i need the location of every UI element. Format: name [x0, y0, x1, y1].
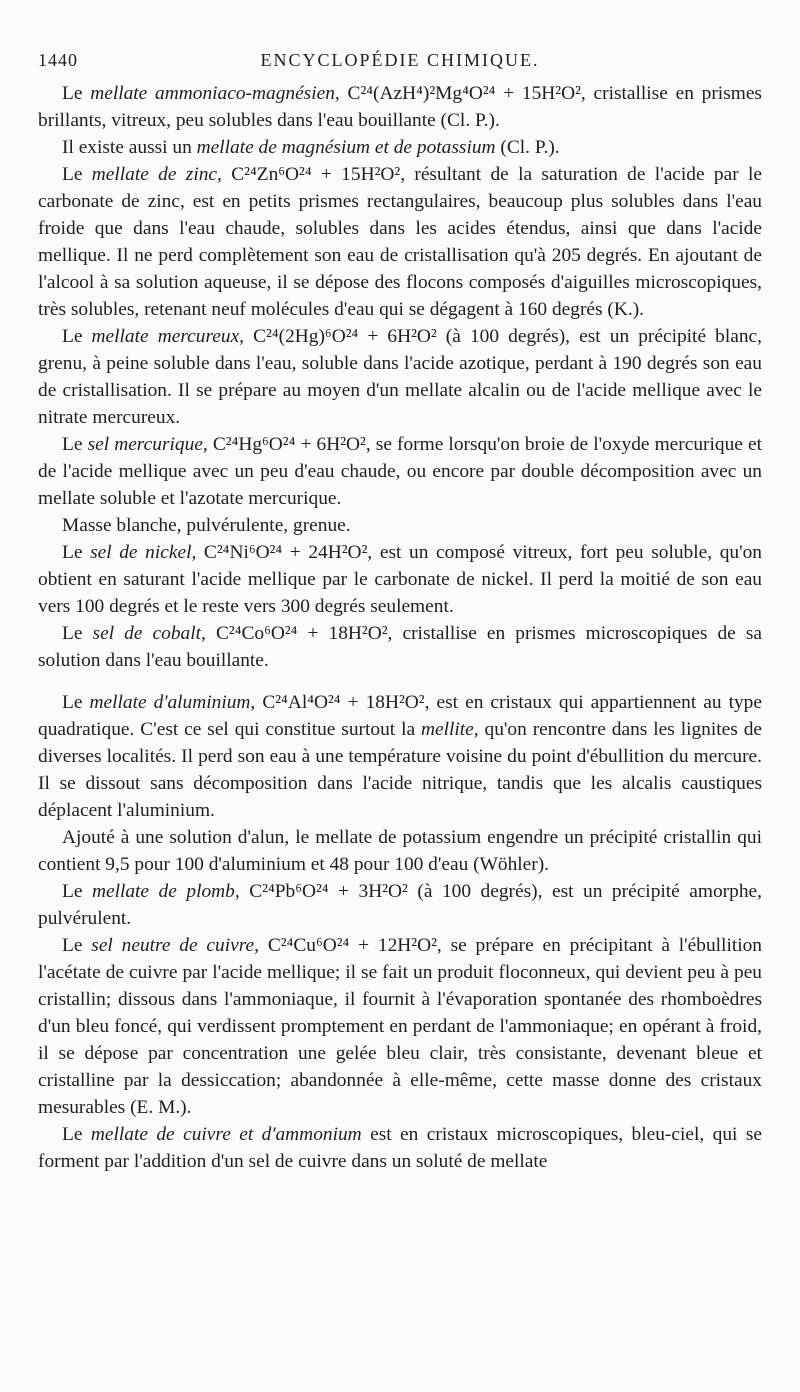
section-gap	[38, 674, 762, 689]
page-body	[38, 80, 762, 1175]
compound-name: sel de nickel,	[90, 542, 197, 563]
compound-name: sel neutre de cuivre,	[91, 935, 259, 956]
paragraph-nickel: Le sel de nickel, C²⁴Ni⁶O²⁴ + 24H²O², est un composé vitreux, fort peu soluble, qu'on obtient en saturant l'acide mellique par le carbonate de nickel. Il perd la moitié de son eau vers 100 degrés et le reste vers 300 degrés seulement.	[38, 542, 762, 617]
paragraph-magnesium-potassium: Il existe aussi un mellate de magnésium et de potassium (Cl. P.).	[62, 137, 560, 158]
mineral-name: mellite,	[420, 719, 479, 740]
compound-name: sel mercurique,	[87, 434, 208, 455]
paragraph-zinc: Le mellate de zinc, C²⁴Zn⁶O²⁴ + 15H²O², résultant de la saturation de l'acide par le carbonate de zinc, est en petits prismes rectangulaires, beaucoup plus solubles dans l'eau froide que dans l'eau chaude, solubles dans les acides étendus, ainsi que dans l'acide mellique. Il ne perd complètement son eau de cristallisation qu'à 205 degrés. En ajoutant de l'alcool à sa solution aqueuse, il se dépose des flocons composés d'aiguilles microscopiques, très solubles, retenant neuf molécules d'eau qui se dégagent à 160 degrés (K.).	[38, 164, 762, 320]
paragraph-plomb: Le mellate de plomb, C²⁴Pb⁶O²⁴ + 3H²O² (à 100 degrés), est un précipité amorphe, pulvérulent.	[38, 881, 762, 929]
compound-name: mellate mercureux,	[91, 326, 245, 347]
compound-name: mellate de plomb,	[91, 881, 240, 902]
compound-name: sel de cobalt,	[92, 623, 206, 644]
compound-name: mellate de magnésium et de potassium	[196, 137, 496, 158]
paragraph-cuivre-ammonium: Le mellate de cuivre et d'ammonium est en cristaux microscopiques, bleu-ciel, qui se forment par l'addition d'un sel de cuivre dans un soluté de mellate	[38, 1124, 762, 1172]
compound-name: mellate de cuivre et d'ammonium	[90, 1124, 362, 1145]
paragraph-mercurique: Le sel mercurique, C²⁴Hg⁶O²⁴ + 6H²O², se forme lorsqu'on broie de l'oxyde mercurique et de l'acide mellique avec un peu d'eau chaude, ou encore par double décomposition avec un mellate soluble et l'azotate mercurique.	[38, 434, 762, 509]
paragraph-alun: Ajouté à une solution d'alun, le mellate de potassium engendre un précipité cristallin qui contient 9,5 pour 100 d'aluminium et 48 pour 100 d'eau (Wöhler).	[38, 827, 762, 875]
paragraph-aluminium: Le mellate d'aluminium, C²⁴Al⁴O²⁴ + 18H²O², est en cristaux qui appartiennent au type quadratique. C'est ce sel qui constitue surtout la mellite, qu'on rencontre dans les lignites de diverses localités. Il perd son eau à une température voisine du point d'ébullition du mercure. Il se dissout sans décomposition dans l'acide nitrique, tandis que les alcalis caustiques déplacent l'aluminium.	[38, 692, 762, 821]
paragraph-ammoniaco-magnesien: Le mellate ammoniaco-magnésien, C²⁴(AzH⁴)²Mg⁴O²⁴ + 15H²O², cristallise en prismes brillants, vitreux, peu solubles dans l'eau bouillante (Cl. P.).	[38, 83, 762, 131]
running-header	[38, 46, 762, 76]
paragraph-masse-blanche: Masse blanche, pulvérulente, grenue.	[62, 515, 351, 536]
paragraph-mercureux: Le mellate mercureux, C²⁴(2Hg)⁶O²⁴ + 6H²O² (à 100 degrés), est un précipité blanc, grenu, à peine soluble dans l'eau, soluble dans l'acide azotique, perdant à 190 degrés son eau de cristallisation. Il se prépare au moyen d'un mellate alcalin ou de l'acide mellique avec le nitrate mercureux.	[38, 326, 762, 428]
compound-name: mellate de zinc,	[91, 164, 222, 185]
compound-name: mellate d'aluminium,	[89, 692, 256, 713]
paragraph-cuivre-neutre: Le sel neutre de cuivre, C²⁴Cu⁶O²⁴ + 12H²O², se prépare en précipitant à l'ébullition l'acétate de cuivre par l'acide mellique; il se fait un produit floconneux, qui devient peu à peu cristallin; dissous dans l'ammoniaque, il fournit à l'évaporation spontanée des rhomboèdres d'un bleu foncé, qui verdissent promptement en perdant de l'ammoniaque; en opérant à froid, il se dépose par concentration une gelée bleu clair, très consistante, devenant bleue et cristalline par la dessiccation; abandonnée à elle-même, cette masse donne des cristaux mesurables (E. M.).	[38, 935, 762, 1118]
compound-name: mellate ammoniaco-magnésien,	[90, 83, 340, 104]
page-number: 1440	[38, 50, 78, 70]
running-title: ENCYCLOPÉDIE CHIMIQUE.	[260, 50, 540, 70]
paragraph-cobalt: Le sel de cobalt, C²⁴Co⁶O²⁴ + 18H²O², cristallise en prismes microscopiques de sa solution dans l'eau bouillante.	[38, 623, 762, 671]
